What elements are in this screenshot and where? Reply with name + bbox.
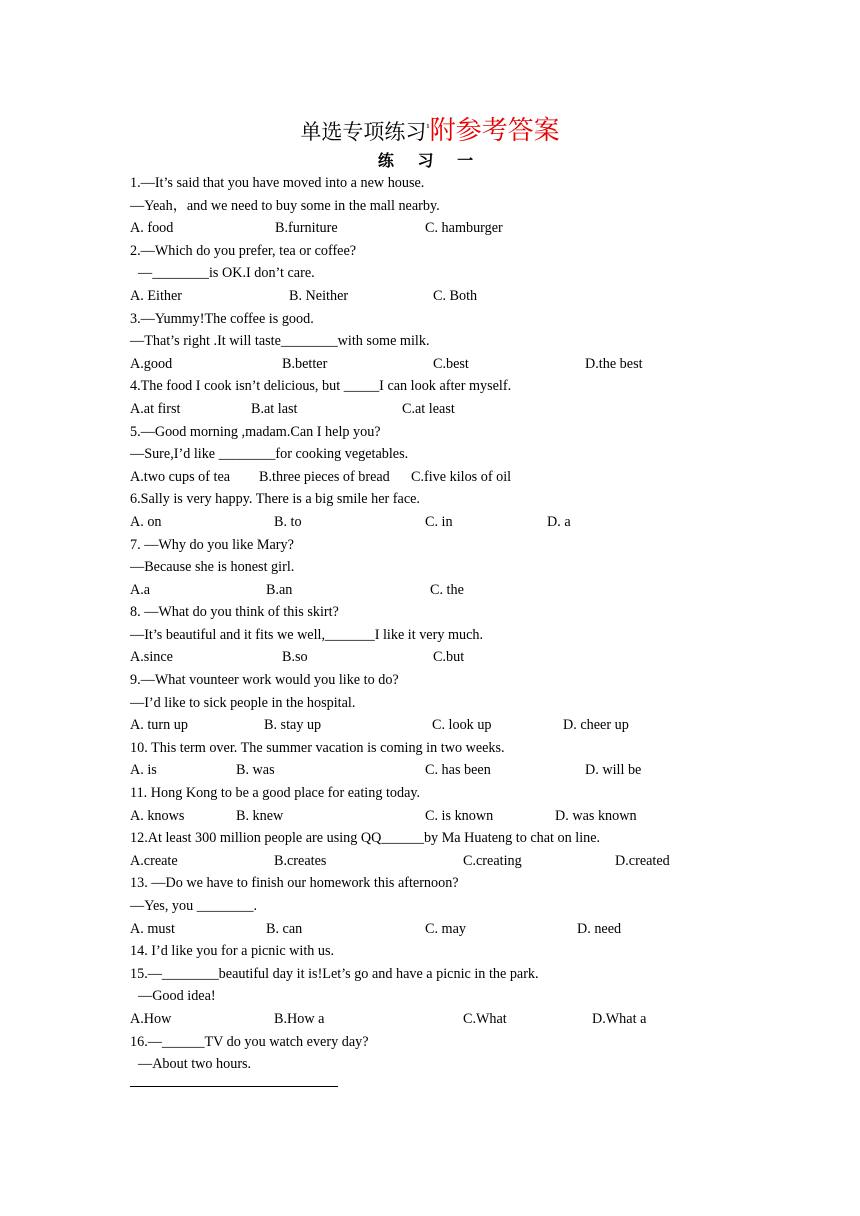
options-row	[130, 217, 770, 240]
option-b: B.so	[282, 649, 308, 666]
option-c: C.at least	[402, 400, 455, 417]
option-a: A. is	[130, 762, 157, 779]
options-row	[130, 850, 770, 873]
option-d: D.the best	[585, 355, 643, 372]
option-d: D. was known	[555, 807, 637, 824]
option-b: B. knew	[236, 807, 284, 824]
title-highlight: 附参考答案	[429, 116, 560, 146]
option-d: D.What a	[592, 1010, 647, 1027]
page-title	[0, 110, 860, 150]
answer-line: —Sure,I’d like ________for cooking vegetables.	[130, 446, 409, 463]
options-row	[130, 1008, 770, 1031]
options-row	[130, 805, 770, 828]
option-b: B.How a	[274, 1010, 325, 1027]
option-b: B. stay up	[264, 717, 322, 734]
option-c: C. in	[425, 513, 453, 530]
option-a: A.since	[130, 649, 173, 666]
options-row	[130, 918, 770, 941]
footnote-marker: ¹	[426, 122, 430, 134]
option-b: B.creates	[274, 852, 327, 869]
option-c: C. is known	[425, 807, 494, 824]
option-c: C.What	[463, 1010, 507, 1027]
options-row	[130, 759, 770, 782]
question-line: 5.—Good morning ,madam.Can I help you?	[130, 423, 381, 440]
question-list	[130, 172, 770, 1076]
options-row	[130, 646, 770, 669]
option-a: A. on	[130, 513, 162, 530]
options-row	[130, 285, 770, 308]
option-c: C. look up	[432, 717, 492, 734]
option-a: A. food	[130, 220, 174, 237]
option-c: C.five kilos of oil	[411, 468, 512, 485]
option-a: A. Either	[130, 287, 183, 304]
options-row	[130, 579, 770, 602]
question-line: 12.At least 300 million people are using QQ______by Ma Huateng to chat on line.	[130, 830, 601, 847]
option-b: B. was	[236, 762, 275, 779]
question-line: 11. Hong Kong to be a good place for eating today.	[130, 785, 421, 802]
question-line: 10. This term over. The summer vacation is coming in two weeks.	[130, 739, 505, 756]
answer-line: —About two hours.	[138, 1056, 252, 1073]
option-c: C. may	[425, 920, 466, 937]
option-b: B.three pieces of bread	[259, 468, 390, 485]
answer-line: —Because she is honest girl.	[130, 559, 295, 576]
option-b: B.an	[266, 581, 293, 598]
option-c: C. the	[430, 581, 464, 598]
answer-line: —It’s beautiful and it fits we well,_______I like it very much.	[130, 626, 484, 643]
option-a: A.a	[130, 581, 151, 598]
title-main: 单选专项练习	[300, 120, 427, 144]
option-c: C.creating	[463, 852, 522, 869]
options-row	[130, 714, 770, 737]
question-line: 7. —Why do you like Mary?	[130, 536, 294, 553]
option-a: A. knows	[130, 807, 185, 824]
option-d: D. a	[547, 513, 571, 530]
option-b: B. can	[266, 920, 303, 937]
option-d: D. cheer up	[563, 717, 629, 734]
option-b: B.better	[282, 355, 328, 372]
option-b: B.at last	[251, 400, 298, 417]
option-a: A.good	[130, 355, 173, 372]
option-a: A. turn up	[130, 717, 188, 734]
question-line: 1.—It’s said that you have moved into a new house.	[130, 175, 425, 191]
answer-line: —That’s right .It will taste________with some milk.	[130, 333, 430, 350]
option-a: A.How	[130, 1010, 172, 1027]
question-line: 14. I’d like you for a picnic with us.	[130, 943, 335, 960]
answer-line: —________is OK.I don’t care.	[138, 265, 315, 282]
option-d: D. will be	[585, 762, 642, 779]
option-b: B. to	[274, 513, 302, 530]
option-b: B. Neither	[289, 287, 349, 304]
question-line: 9.—What vounteer work would you like to do?	[130, 672, 399, 689]
answer-line: —I’d like to sick people in the hospital.	[130, 694, 356, 711]
option-c: C. has been	[425, 762, 491, 779]
option-d: D.created	[615, 852, 670, 869]
question-line: 8. —What do you think of this skirt?	[130, 604, 339, 621]
option-a: A.two cups of tea	[130, 468, 231, 485]
question-line: 4.The food I cook isn’t delicious, but _____I can look after myself.	[130, 378, 512, 395]
option-a: A. must	[130, 920, 175, 937]
option-b: B.furniture	[275, 220, 338, 237]
option-d: D. need	[577, 920, 622, 937]
answer-line: —Yeah，and we need to buy some in the mall nearby.	[130, 197, 440, 214]
options-row	[130, 466, 770, 489]
question-line: 15.—________beautiful day it is!Let’s go and have a picnic in the park.	[130, 965, 539, 982]
options-row	[130, 353, 770, 376]
question-line: 6.Sally is very happy. There is a big smile her face.	[130, 491, 420, 508]
answer-line: —Good idea!	[138, 988, 216, 1005]
option-c: C. hamburger	[425, 220, 503, 237]
option-c: C.but	[433, 649, 465, 666]
answer-line: —Yes, you ________.	[130, 898, 258, 914]
footnote-separator	[130, 1086, 338, 1087]
question-line: 2.—Which do you prefer, tea or coffee?	[130, 242, 357, 259]
option-c: C.best	[433, 355, 469, 372]
section-subtitle: 练 习 一	[377, 151, 483, 170]
options-row	[130, 398, 770, 421]
question-line: 16.—______TV do you watch every day?	[130, 1033, 369, 1050]
option-a: A.at first	[130, 400, 181, 417]
option-c: C. Both	[433, 287, 478, 304]
options-row	[130, 511, 770, 534]
question-line: 13. —Do we have to finish our homework this afternoon?	[130, 875, 459, 892]
option-a: A.create	[130, 852, 178, 869]
question-line: 3.—Yummy!The coffee is good.	[130, 310, 314, 327]
